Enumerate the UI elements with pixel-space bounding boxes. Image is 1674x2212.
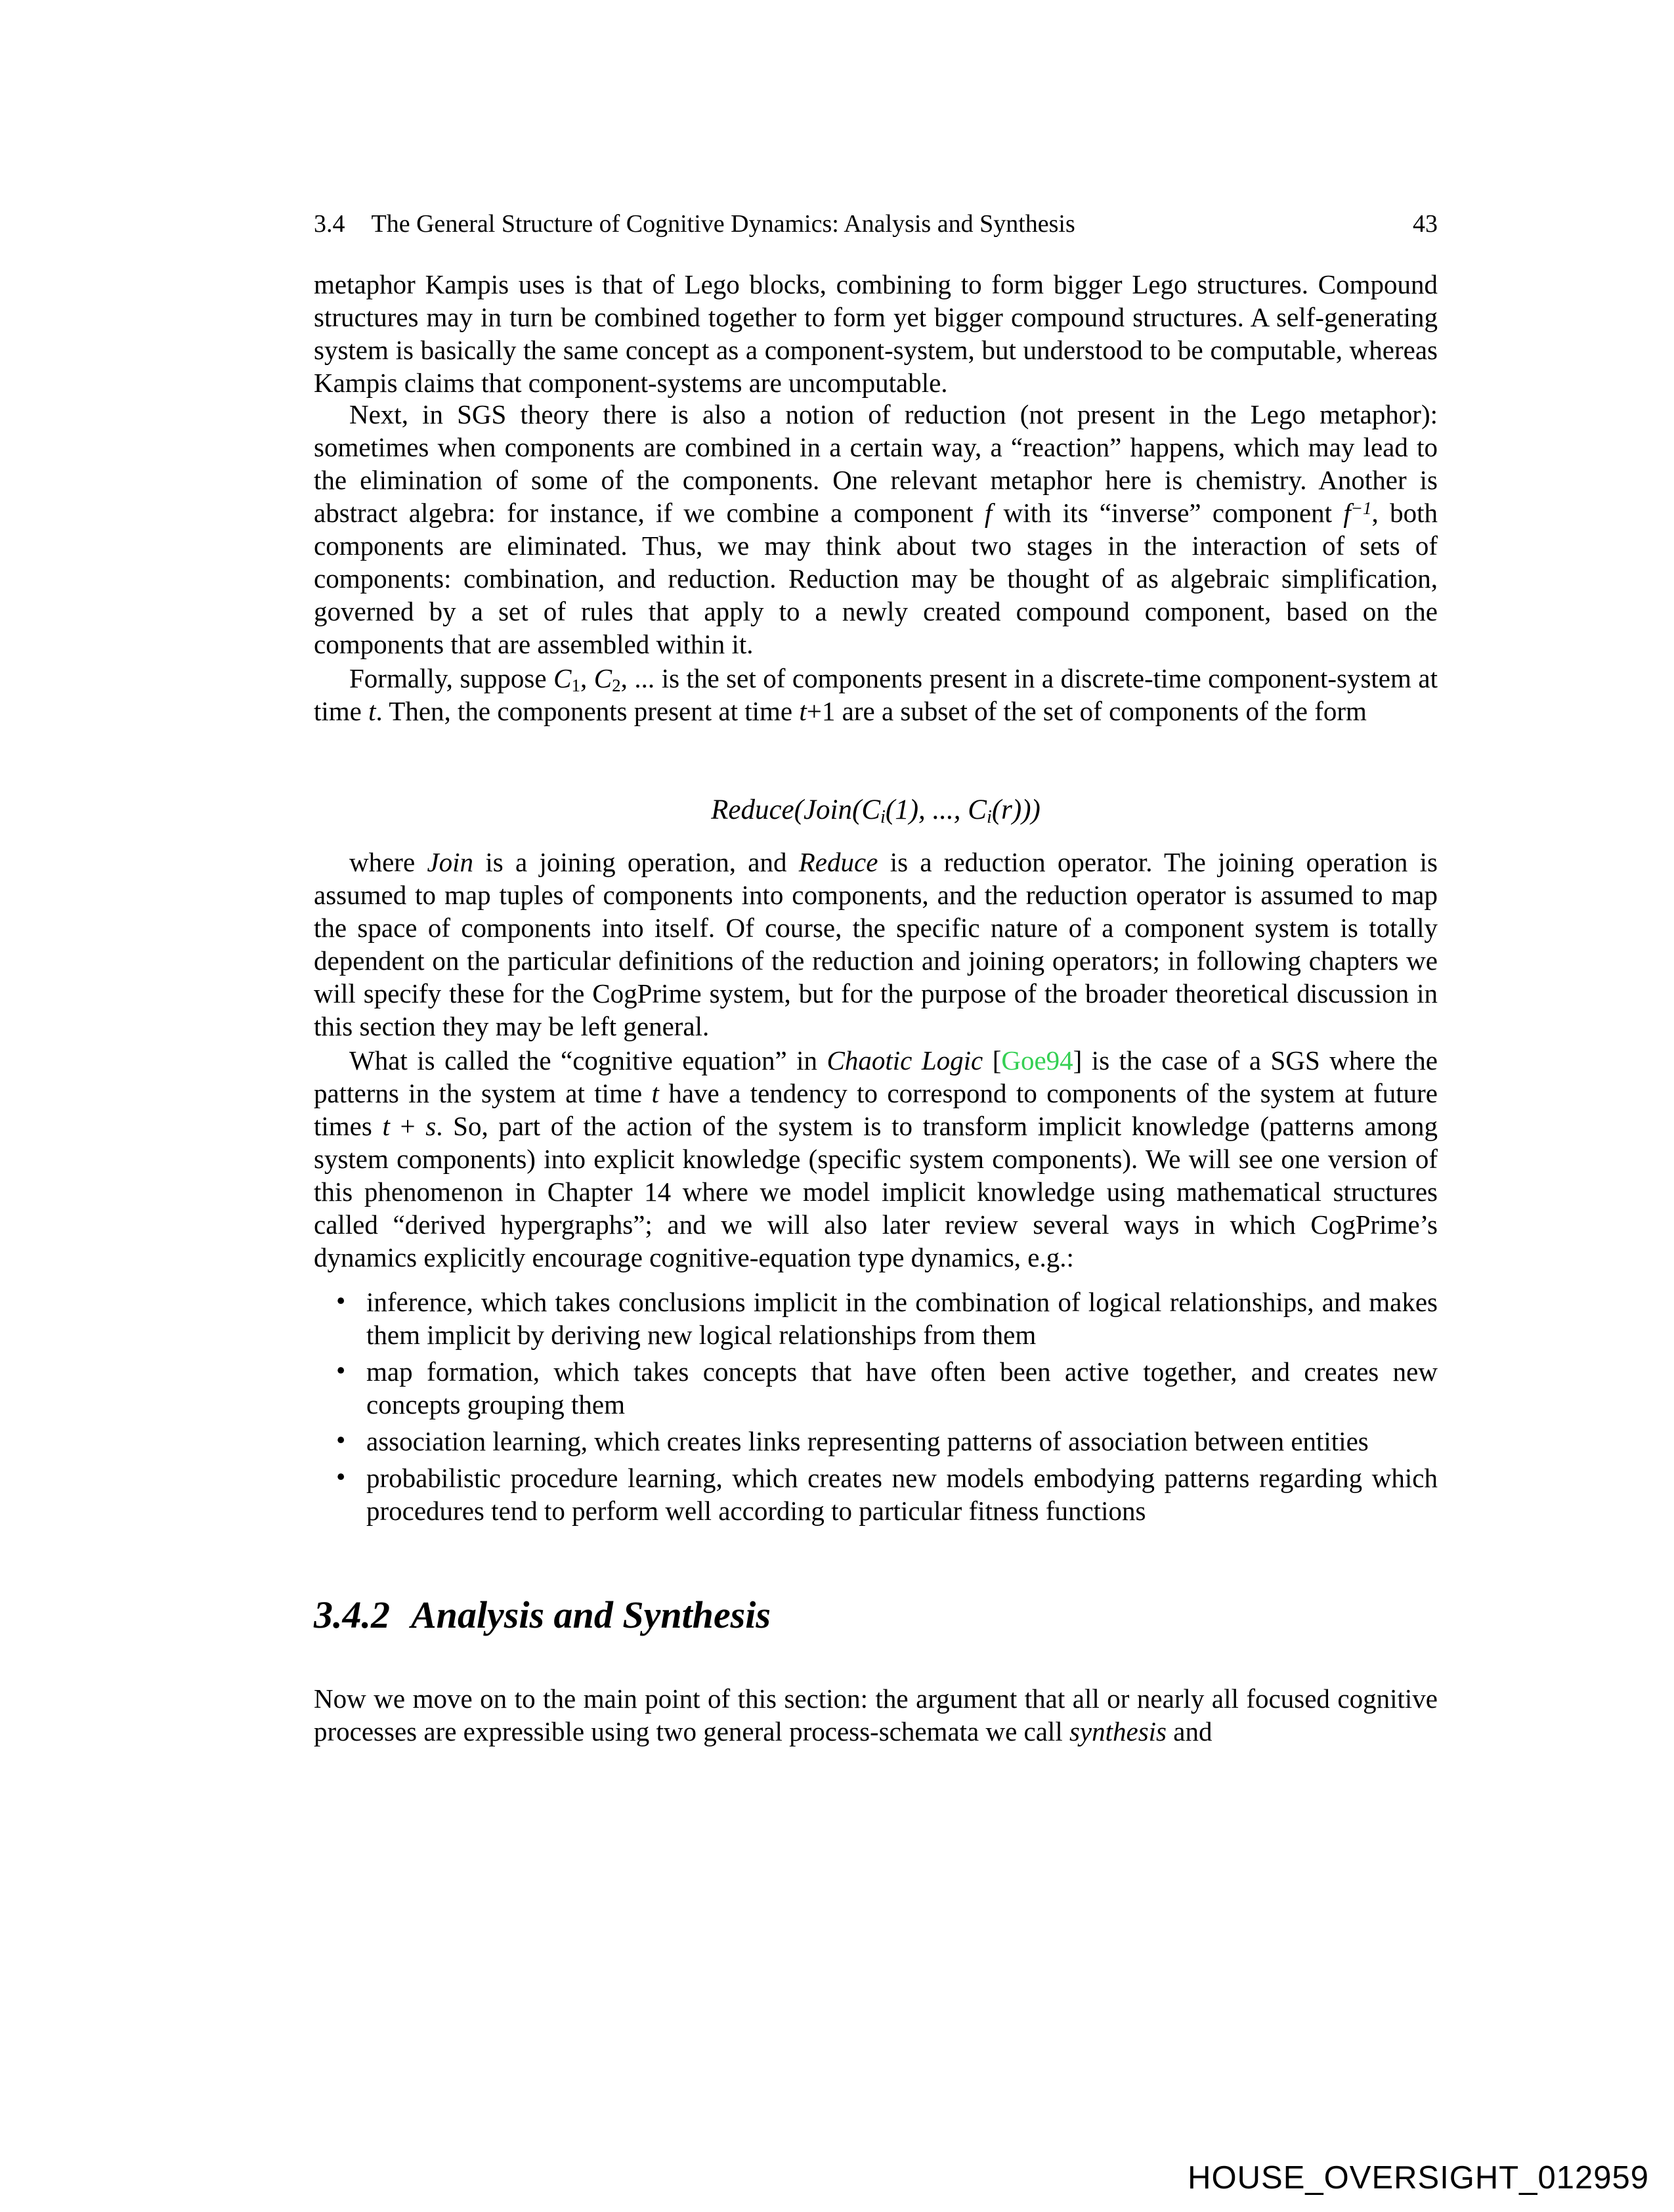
list-item xyxy=(336,1462,1438,1527)
bullet-list xyxy=(314,1286,1438,1531)
list-item xyxy=(336,1425,1438,1458)
paragraph: metaphor Kampis uses is that of Lego blocks, combining to form bigger Lego structures. Compound structures may in turn be combined together to form yet bigger compound structures. A self-generating system is basically the same concept as a component-system, but understood to be computable, whereas Kampis claims that component-systems are uncomputable. xyxy=(314,269,1438,398)
subsection-number: 3.4.2 xyxy=(314,1594,390,1636)
list-item-text: inference, which takes conclusions implicit in the combination of logical relationships, and makes them implicit by deriving new logical relationships from them xyxy=(366,1287,1438,1350)
paragraph: Next, in SGS theory there is also a notion of reduction (not present in the Lego metaphor): sometimes when components are combined in a certain way, a “reaction” happens, which may lead to the elimination of some of the components. One relevant metaphor here is chemistry. Another is abstract algebra: for instance, if we combine a component f with its “inverse” component $f^{-1}$, both components are eliminated. Thus, we may think about two stages in the interaction of sets of components: combination, and reduction. Reduction may be thought of as algebraic simplification, governed by a set of rules that apply to a newly created compound component, based on the components that are assembled within it. xyxy=(314,399,1438,659)
list-item-text: probabilistic procedure learning, which creates new models embodying patterns regarding which procedures tend to perform well according to particular fitness functions xyxy=(366,1463,1438,1526)
header-section-title: The General Structure of Cognitive Dynamics: Analysis and Synthesis xyxy=(371,210,1075,238)
bullet-icon: • xyxy=(336,1286,346,1316)
page-number: 43 xyxy=(1413,210,1438,238)
citation-link[interactable]: Goe94 xyxy=(1001,1045,1073,1075)
list-item xyxy=(336,1286,1438,1351)
paragraph: What is called the “cognitive equation” in Chaotic Logic [Goe94] is the case of a SGS where the patterns in the system at time t have a tendency to correspond to components of the system at future times t + s. So, part of the action of the system is to transform implicit knowledge (patterns among system components) into explicit knowledge (specific system components). We will see one version of this phenomenon in Chapter 14 where we model implicit knowledge using mathematical structures called “derived hypergraphs”; and we will also later review several ways in which CogPrime’s dynamics explicitly encourage cognitive-equation type dynamics, e.g.: xyxy=(314,1045,1438,1272)
text-column xyxy=(314,0,1438,2212)
header-section-number: 3.4 xyxy=(314,210,345,238)
list-item xyxy=(336,1355,1438,1421)
bullet-icon: • xyxy=(336,1462,346,1492)
bullet-icon: • xyxy=(336,1425,346,1455)
subsection-heading xyxy=(314,1592,1438,1639)
subsection-title: Analysis and Synthesis xyxy=(411,1594,771,1636)
list-item-text: map formation, which takes concepts that have often been active together, and creates new concepts grouping them xyxy=(366,1356,1438,1420)
list-item-text: association learning, which creates links representing patterns of association between entities xyxy=(366,1426,1369,1456)
watermark: HOUSE_OVERSIGHT_012959 xyxy=(1188,2160,1649,2196)
paragraph: where Join is a joining operation, and Reduce is a reduction operator. The joining operation is assumed to map tuples of components into components, and the reduction operator is assumed to map the space of components into itself. Of course, the specific nature of a component system is totally dependent on the particular definitions of the reduction and joining operators; in following chapters we will specify these for the CogPrime system, but for the purpose of the broader theoretical discussion in this section they may be left general. xyxy=(314,847,1438,1041)
paragraph: Formally, suppose $C_1$, $C_2$, ... is the set of components present in a discrete-time component-system at time t. Then, the components present at time t+1 are a subset of the set of components of the form xyxy=(314,663,1438,726)
closing-paragraph: Now we move on to the main point of this section: the argument that all or nearly all focused cognitive processes are expressible using two general process-schemata we call synthesis and xyxy=(314,1683,1438,1746)
bullet-icon: • xyxy=(336,1355,346,1385)
equation: $Reduce(Join(C_i(1)$, ..., $C_i(r)$)) xyxy=(711,794,1041,828)
